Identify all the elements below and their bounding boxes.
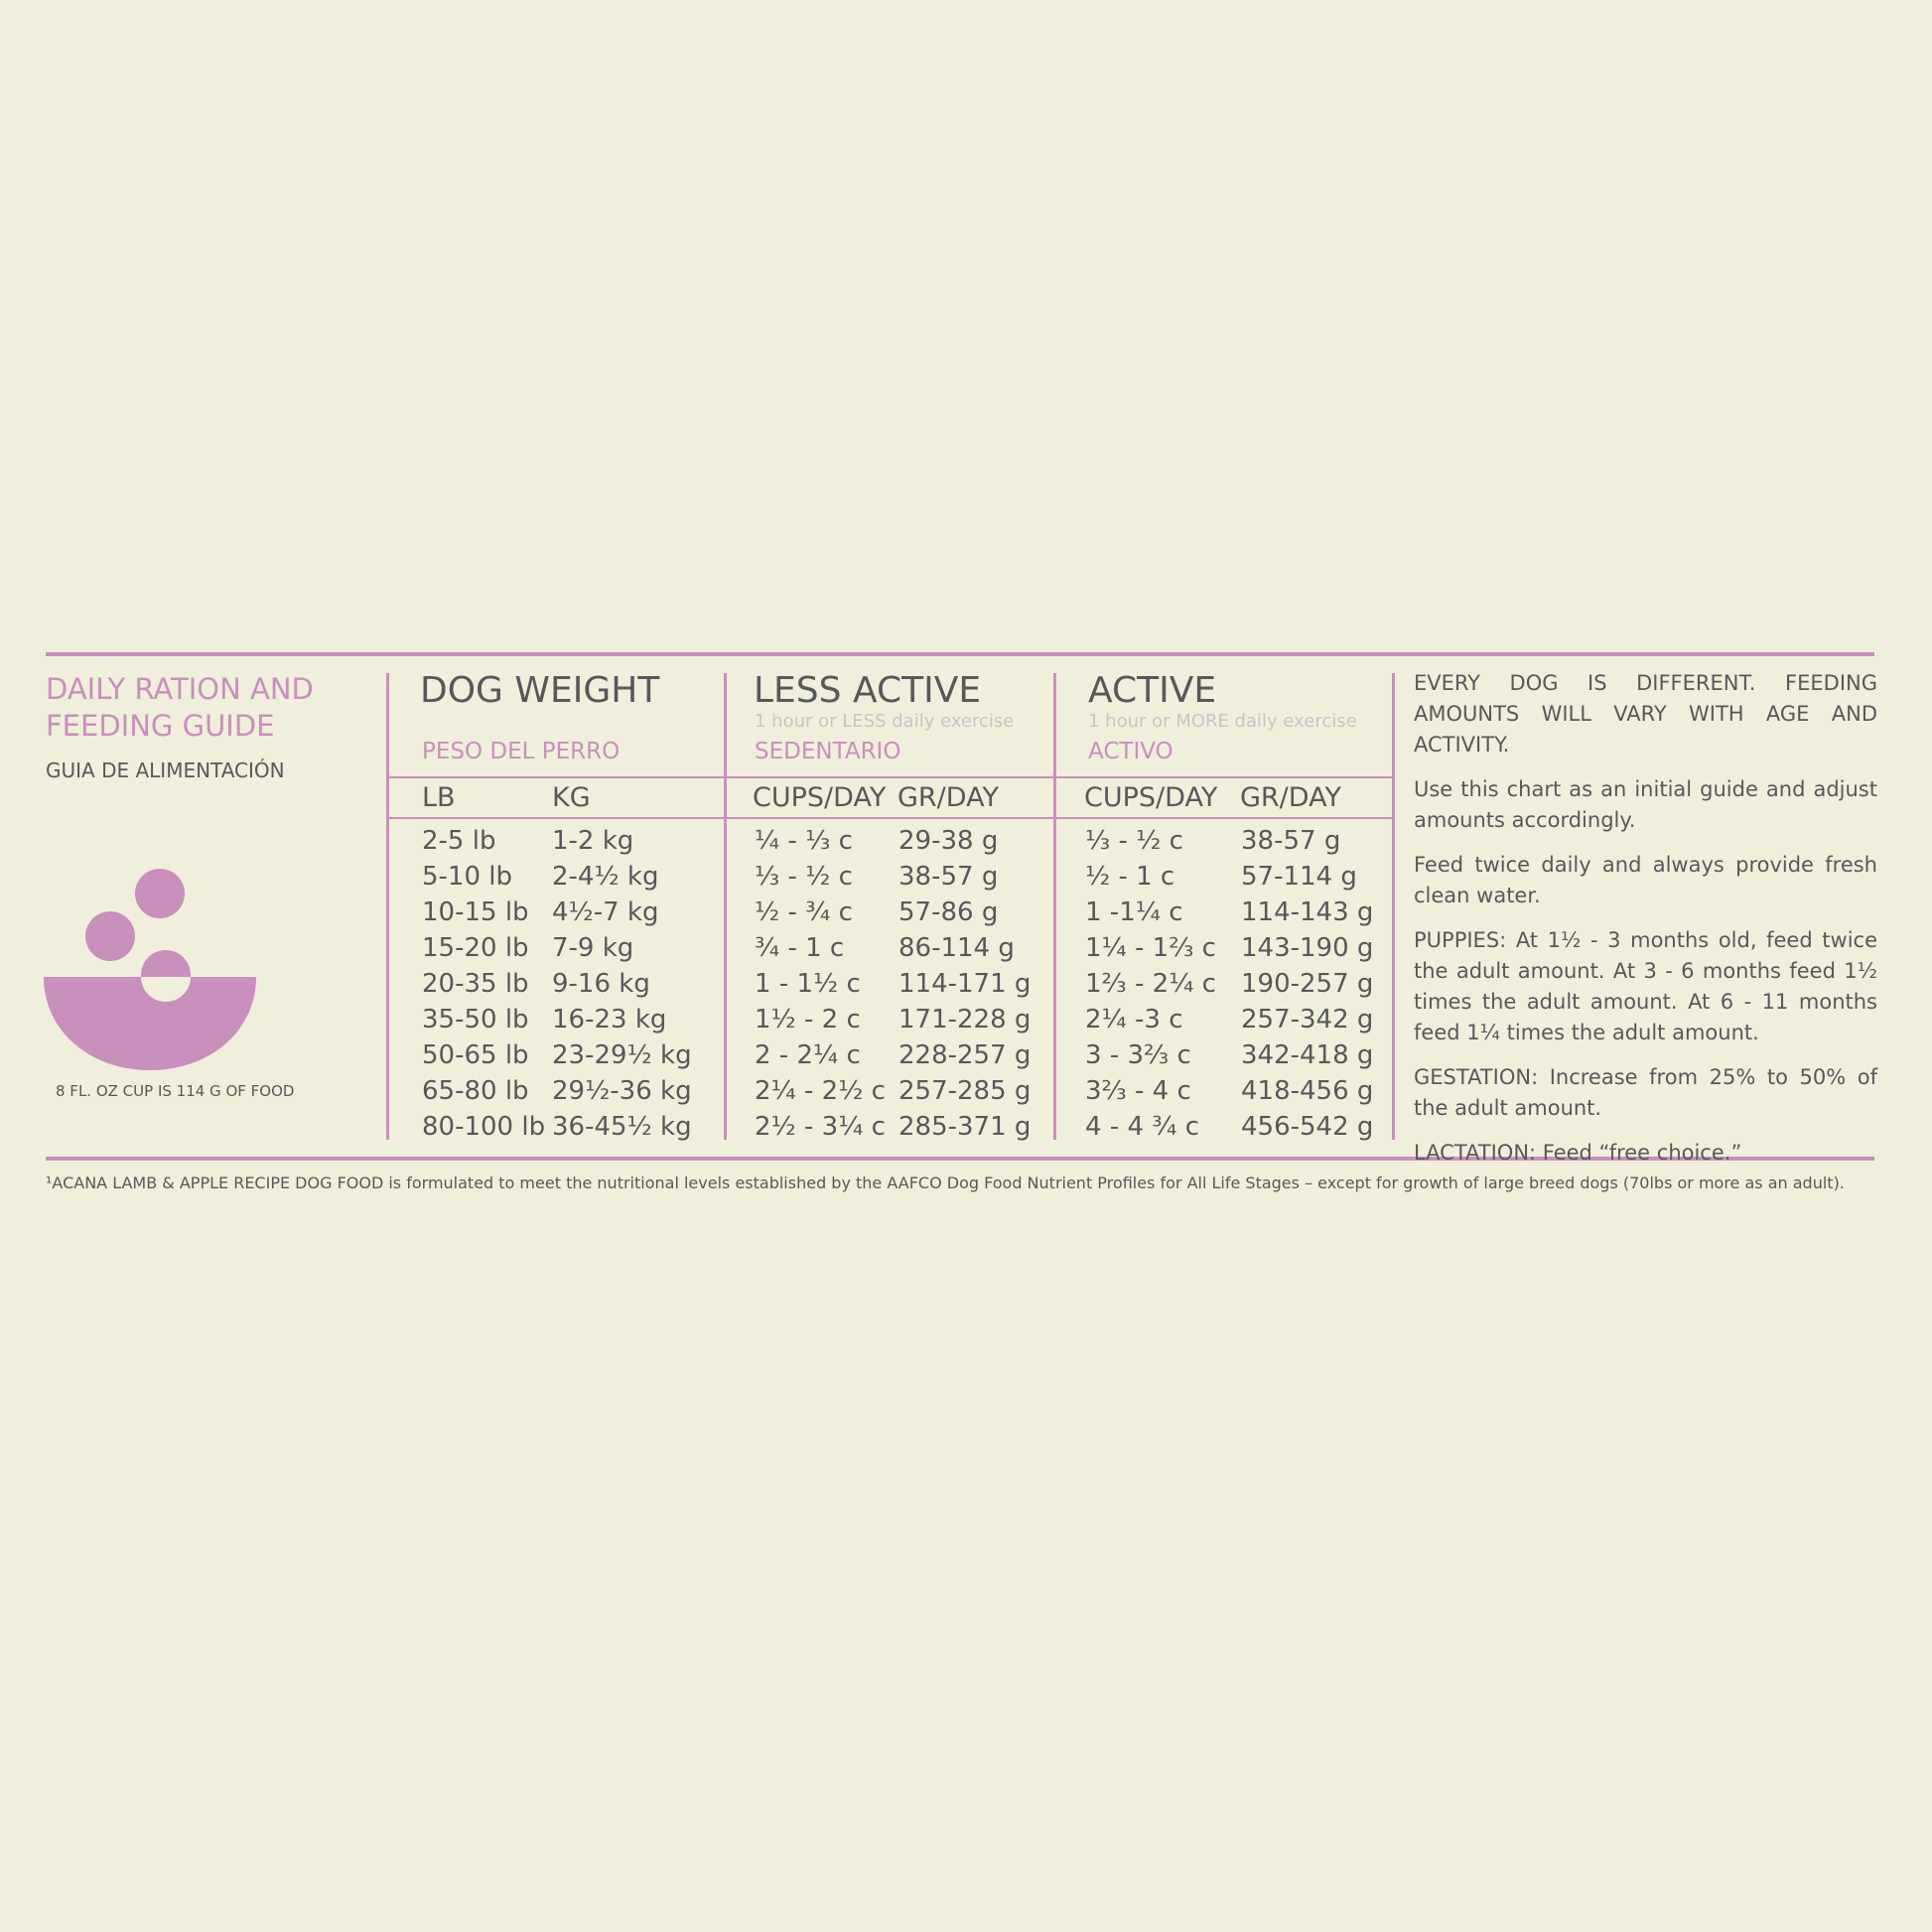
guide-title-line2: FEEDING GUIDE (46, 709, 275, 743)
cell-active-cups: 1¼ - 1⅔ c (1085, 933, 1216, 963)
cell-active-cups: ½ - 1 c (1085, 862, 1175, 892)
cell-lb: 50-65 lb (422, 1040, 529, 1070)
cell-kg: 9-16 kg (552, 969, 650, 999)
colhead-active-cups: CUPS/DAY (1084, 782, 1218, 813)
cell-kg: 7-9 kg (552, 933, 634, 963)
food-bowl-icon (40, 864, 268, 1077)
cell-active-cups: 1⅔ - 2¼ c (1085, 969, 1216, 999)
cell-kg: 36-45½ kg (552, 1112, 692, 1142)
guide-subtitle: GUIA DE ALIMENTACIÓN (46, 759, 285, 782)
cell-lb: 35-50 lb (422, 1005, 529, 1035)
colhead-less-gr: GR/DAY (897, 782, 999, 813)
divider-1 (386, 673, 389, 1140)
note-puppies: PUPPIES: At 1½ - 3 months old, feed twice the adult amount. At 3 - 6 months feed 1½ times the adult amount. At 6 - 11 months feed 1¼ times the adult amount. (1414, 928, 1877, 1044)
cell-active-gr: 114-143 g (1241, 897, 1374, 927)
cell-less-gr: 257-285 g (898, 1076, 1032, 1106)
cell-less-cups: ½ - ¾ c (755, 897, 853, 927)
cell-lb: 80-100 lb (422, 1112, 546, 1142)
cell-less-gr: 57-86 g (898, 897, 999, 927)
cell-active-gr: 342-418 g (1241, 1040, 1374, 1070)
note-feed-twice: Feed twice daily and always provide fresh clean water. (1414, 853, 1877, 907)
footnote: ¹ACANA LAMB & APPLE RECIPE DOG FOOD is formulated to meet the nutritional levels established by the AAFCO Dog Food Nutrient Profiles for All Life Stages – except for growth of large breed dogs (70lbs or more as an adult). (46, 1173, 1845, 1192)
cell-active-cups: ⅓ - ½ c (1085, 826, 1183, 856)
cell-kg: 4½-7 kg (552, 897, 659, 927)
cell-lb: 2-5 lb (422, 826, 496, 856)
dog-weight-title: DOG WEIGHT (420, 670, 660, 711)
header-rule-2 (388, 817, 1392, 819)
divider-2 (724, 673, 727, 1140)
kibble-left-icon (85, 911, 135, 961)
cell-active-cups: 4 - 4 ¾ c (1085, 1112, 1200, 1142)
cell-active-cups: 2¼ -3 c (1085, 1005, 1183, 1035)
cell-kg: 23-29½ kg (552, 1040, 692, 1070)
cell-lb: 20-35 lb (422, 969, 529, 999)
cell-less-cups: 2¼ - 2½ c (755, 1076, 886, 1106)
cell-less-gr: 38-57 g (898, 862, 999, 892)
feeding-notes (1414, 668, 1877, 1182)
dog-weight-spanish: PESO DEL PERRO (422, 739, 621, 764)
cell-active-cups: 1 -1¼ c (1085, 897, 1183, 927)
less-active-subtitle: 1 hour or LESS daily exercise (755, 711, 1015, 732)
cell-active-gr: 257-342 g (1241, 1005, 1374, 1035)
cell-less-cups: 1½ - 2 c (755, 1005, 861, 1035)
cell-lb: 65-80 lb (422, 1076, 529, 1106)
cell-less-gr: 86-114 g (898, 933, 1015, 963)
cell-lb: 15-20 lb (422, 933, 529, 963)
cell-less-gr: 114-171 g (898, 969, 1032, 999)
active-subtitle: 1 hour or MORE daily exercise (1088, 711, 1357, 732)
header-rule-1 (388, 776, 1392, 778)
cell-less-gr: 171-228 g (898, 1005, 1032, 1035)
cell-less-cups: ¼ - ⅓ c (755, 826, 853, 856)
colhead-kg: KG (552, 782, 591, 813)
note-gestation: GESTATION: Increase from 25% to 50% of the adult amount. (1414, 1065, 1877, 1120)
cell-active-gr: 143-190 g (1241, 933, 1374, 963)
cup-note: 8 FL. OZ CUP IS 114 G OF FOOD (56, 1082, 295, 1100)
kibble-top-icon (135, 869, 185, 918)
cell-less-cups: ⅓ - ½ c (755, 862, 853, 892)
active-spanish: ACTIVO (1088, 739, 1173, 764)
cell-less-gr: 285-371 g (898, 1112, 1032, 1142)
active-title: ACTIVE (1088, 670, 1217, 711)
cell-less-cups: ¾ - 1 c (755, 933, 845, 963)
cell-active-gr: 57-114 g (1241, 862, 1357, 892)
cell-active-cups: 3 - 3⅔ c (1085, 1040, 1191, 1070)
cell-active-gr: 456-542 g (1241, 1112, 1374, 1142)
note-every-dog: EVERY DOG IS DIFFERENT. FEEDING AMOUNTS WILL VARY WITH AGE AND ACTIVITY. (1414, 671, 1877, 757)
cell-less-cups: 2 - 2¼ c (755, 1040, 861, 1070)
cell-kg: 2-4½ kg (552, 862, 659, 892)
cell-less-cups: 2½ - 3¼ c (755, 1112, 886, 1142)
colhead-less-cups: CUPS/DAY (753, 782, 887, 813)
colhead-lb: LB (422, 782, 456, 813)
divider-4 (1392, 673, 1395, 1140)
cell-kg: 1-2 kg (552, 826, 634, 856)
cell-less-gr: 29-38 g (898, 826, 999, 856)
cell-active-gr: 190-257 g (1241, 969, 1374, 999)
divider-3 (1053, 673, 1056, 1140)
cell-kg: 29½-36 kg (552, 1076, 692, 1106)
cell-lb: 5-10 lb (422, 862, 512, 892)
cell-active-gr: 38-57 g (1241, 826, 1341, 856)
cell-active-cups: 3⅔ - 4 c (1085, 1076, 1191, 1106)
less-active-spanish: SEDENTARIO (755, 739, 901, 764)
cell-less-cups: 1 - 1½ c (755, 969, 861, 999)
cell-lb: 10-15 lb (422, 897, 529, 927)
guide-title (46, 671, 314, 745)
cell-less-gr: 228-257 g (898, 1040, 1032, 1070)
guide-title-line1: DAILY RATION AND (46, 672, 314, 706)
cell-active-gr: 418-456 g (1241, 1076, 1374, 1106)
colhead-active-gr: GR/DAY (1240, 782, 1341, 813)
top-rule (46, 652, 1874, 656)
cell-kg: 16-23 kg (552, 1005, 667, 1035)
note-initial-guide: Use this chart as an initial guide and adjust amounts accordingly. (1414, 777, 1877, 832)
note-lactation: LACTATION: Feed “free choice.” (1414, 1141, 1742, 1165)
less-active-title: LESS ACTIVE (754, 670, 982, 711)
